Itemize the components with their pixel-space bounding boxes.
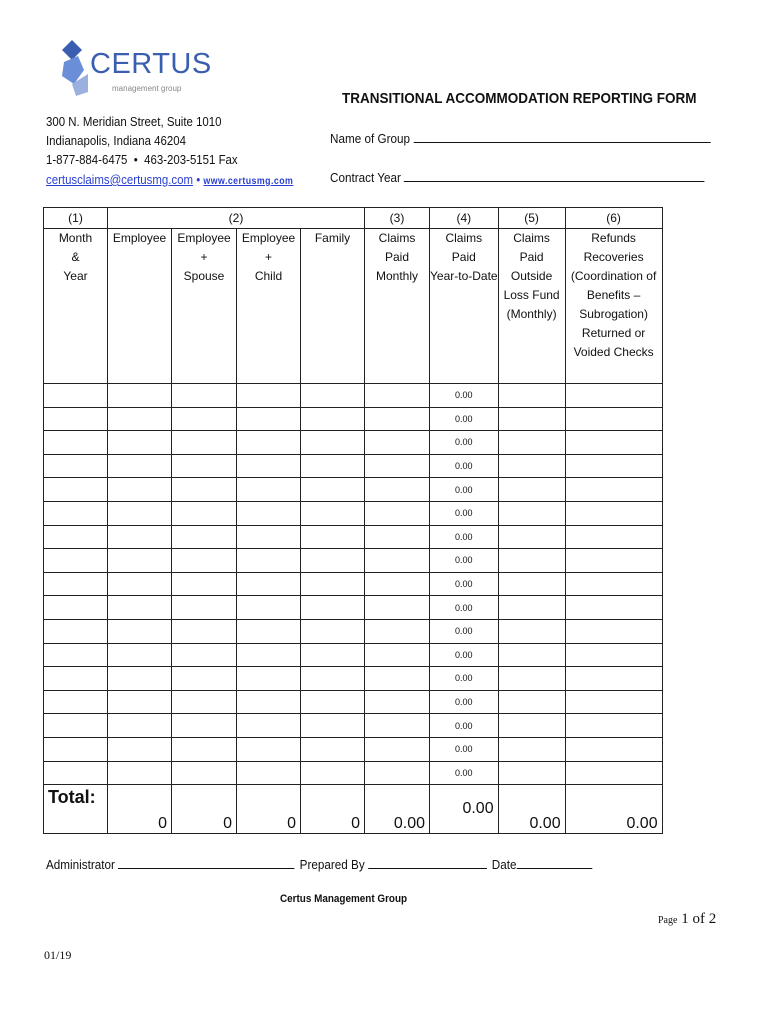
name-of-group-input[interactable] bbox=[413, 142, 710, 143]
name-of-group-field bbox=[330, 131, 710, 146]
cell-refunds[interactable] bbox=[565, 549, 662, 573]
total-family[interactable]: 0 bbox=[301, 785, 365, 834]
table-row bbox=[44, 619, 663, 643]
cell-employee[interactable] bbox=[108, 761, 172, 785]
col-employee: Employee bbox=[108, 229, 172, 384]
cell-employee[interactable] bbox=[108, 596, 172, 620]
cell-ytd[interactable]: 0.00 bbox=[430, 549, 499, 573]
cell-employee[interactable] bbox=[108, 478, 172, 502]
group-header-row bbox=[44, 208, 663, 229]
fax-number: 463-203-5151 Fax bbox=[144, 152, 238, 167]
cell-emp-child[interactable] bbox=[237, 737, 301, 761]
cell-ytd[interactable]: 0.00 bbox=[430, 454, 499, 478]
cell-emp-child[interactable] bbox=[237, 454, 301, 478]
cell-employee[interactable] bbox=[108, 525, 172, 549]
total-employee-child[interactable]: 0 bbox=[237, 785, 301, 834]
cell-outside[interactable] bbox=[498, 572, 565, 596]
cell-month[interactable] bbox=[44, 690, 108, 714]
cell-emp-spouse[interactable] bbox=[172, 714, 237, 738]
cell-emp-spouse[interactable] bbox=[172, 690, 237, 714]
administrator-input[interactable] bbox=[118, 868, 294, 869]
revision-code: 01/19 bbox=[44, 948, 72, 962]
cell-emp-child[interactable] bbox=[237, 384, 301, 408]
cell-month[interactable] bbox=[44, 431, 108, 455]
cell-outside[interactable] bbox=[498, 714, 565, 738]
address-city: Indianapolis, Indiana 46204 bbox=[46, 133, 186, 148]
cell-refunds[interactable] bbox=[565, 714, 662, 738]
cell-ytd[interactable]: 0.00 bbox=[430, 714, 499, 738]
table-row bbox=[44, 501, 663, 525]
total-employee-spouse[interactable]: 0 bbox=[172, 785, 237, 834]
cell-emp-child[interactable] bbox=[237, 525, 301, 549]
cell-paid-monthly[interactable] bbox=[365, 737, 430, 761]
col-refunds-recoveries: Refunds Recoveries (Coordination of Benefits – Subrogation) Returned or Voided Checks bbox=[565, 229, 662, 384]
cell-employee[interactable] bbox=[108, 549, 172, 573]
col-month-year: Month & Year bbox=[44, 229, 108, 384]
cell-emp-spouse[interactable] bbox=[172, 737, 237, 761]
page-number bbox=[658, 911, 716, 928]
cell-refunds[interactable] bbox=[565, 572, 662, 596]
cell-emp-child[interactable] bbox=[237, 478, 301, 502]
table-row bbox=[44, 384, 663, 408]
cell-month[interactable] bbox=[44, 572, 108, 596]
logo-tagline: management group bbox=[112, 84, 182, 93]
cell-month[interactable] bbox=[44, 761, 108, 785]
cell-family[interactable] bbox=[301, 384, 365, 408]
contract-year-input[interactable] bbox=[404, 181, 705, 182]
col-employee-child: Employee + Child bbox=[237, 229, 301, 384]
cell-month[interactable] bbox=[44, 407, 108, 431]
phone-number: 1-877-884-6475 bbox=[46, 152, 128, 167]
cell-outside[interactable] bbox=[498, 619, 565, 643]
total-claims-paid-ytd[interactable]: 0.00 bbox=[430, 785, 499, 834]
table-row bbox=[44, 454, 663, 478]
cell-emp-child[interactable] bbox=[237, 407, 301, 431]
cell-ytd[interactable]: 0.00 bbox=[430, 525, 499, 549]
cell-outside[interactable] bbox=[498, 667, 565, 691]
cell-family[interactable] bbox=[301, 431, 365, 455]
cell-ytd[interactable]: 0.00 bbox=[430, 384, 499, 408]
cell-outside[interactable] bbox=[498, 501, 565, 525]
cell-employee[interactable] bbox=[108, 619, 172, 643]
cell-refunds[interactable] bbox=[565, 643, 662, 667]
cell-paid-monthly[interactable] bbox=[365, 714, 430, 738]
cell-employee[interactable] bbox=[108, 714, 172, 738]
table-row bbox=[44, 714, 663, 738]
cell-family[interactable] bbox=[301, 737, 365, 761]
cell-emp-child[interactable] bbox=[237, 572, 301, 596]
cell-refunds[interactable] bbox=[565, 690, 662, 714]
cell-outside[interactable] bbox=[498, 431, 565, 455]
cell-family[interactable] bbox=[301, 572, 365, 596]
cell-ytd[interactable]: 0.00 bbox=[430, 690, 499, 714]
cell-employee[interactable] bbox=[108, 384, 172, 408]
cell-month[interactable] bbox=[44, 501, 108, 525]
cell-emp-spouse[interactable] bbox=[172, 501, 237, 525]
cell-refunds[interactable] bbox=[565, 431, 662, 455]
cell-family[interactable] bbox=[301, 407, 365, 431]
cell-month[interactable] bbox=[44, 643, 108, 667]
table-row bbox=[44, 407, 663, 431]
group-header-1: (1) bbox=[44, 208, 108, 229]
cell-paid-monthly[interactable] bbox=[365, 596, 430, 620]
prepared-by-label: Prepared By bbox=[299, 857, 365, 872]
cell-family[interactable] bbox=[301, 714, 365, 738]
cell-emp-spouse[interactable] bbox=[172, 431, 237, 455]
address-contact: certusclaims@certusmg.com • www.certusmg.com bbox=[46, 172, 294, 187]
table-row bbox=[44, 525, 663, 549]
data-rows bbox=[44, 384, 663, 785]
cell-employee[interactable] bbox=[108, 667, 172, 691]
cell-emp-child[interactable] bbox=[237, 667, 301, 691]
totals-label: Total: bbox=[44, 785, 108, 834]
cell-outside[interactable] bbox=[498, 643, 565, 667]
group-header-5: (5) bbox=[498, 208, 565, 229]
website-link[interactable]: www.certusmg.com bbox=[203, 176, 294, 187]
cell-ytd[interactable]: 0.00 bbox=[430, 407, 499, 431]
cell-refunds[interactable] bbox=[565, 407, 662, 431]
logo-name: CERTUS bbox=[90, 48, 212, 80]
cell-month[interactable] bbox=[44, 384, 108, 408]
table-row bbox=[44, 737, 663, 761]
cell-paid-monthly[interactable] bbox=[365, 643, 430, 667]
cell-month[interactable] bbox=[44, 478, 108, 502]
table-row bbox=[44, 667, 663, 691]
table-row bbox=[44, 478, 663, 502]
cell-paid-monthly[interactable] bbox=[365, 407, 430, 431]
cell-emp-child[interactable] bbox=[237, 761, 301, 785]
address-phones: 1-877-884-6475 • 463-203-5151 Fax bbox=[46, 152, 238, 167]
cell-ytd[interactable]: 0.00 bbox=[430, 431, 499, 455]
cell-employee[interactable] bbox=[108, 454, 172, 478]
total-employee[interactable]: 0 bbox=[108, 785, 172, 834]
cell-family[interactable] bbox=[301, 525, 365, 549]
cell-refunds[interactable] bbox=[565, 596, 662, 620]
cell-month[interactable] bbox=[44, 714, 108, 738]
col-claims-paid-monthly: Claims Paid Monthly bbox=[365, 229, 430, 384]
cell-paid-monthly[interactable] bbox=[365, 454, 430, 478]
cell-employee[interactable] bbox=[108, 643, 172, 667]
cell-emp-child[interactable] bbox=[237, 501, 301, 525]
contract-year-field bbox=[330, 170, 705, 185]
name-of-group-label: Name of Group bbox=[330, 131, 410, 146]
table-row bbox=[44, 549, 663, 573]
cell-refunds[interactable] bbox=[565, 384, 662, 408]
cell-refunds[interactable] bbox=[565, 501, 662, 525]
cell-emp-child[interactable] bbox=[237, 549, 301, 573]
cell-month[interactable] bbox=[44, 619, 108, 643]
cell-refunds[interactable] bbox=[565, 525, 662, 549]
date-label: Date bbox=[491, 857, 517, 872]
cell-emp-spouse[interactable] bbox=[172, 525, 237, 549]
table-row bbox=[44, 643, 663, 667]
cell-emp-spouse[interactable] bbox=[172, 478, 237, 502]
signature-line bbox=[46, 857, 594, 872]
cell-refunds[interactable] bbox=[565, 667, 662, 691]
administrator-label: Administrator bbox=[46, 857, 115, 872]
cell-family[interactable] bbox=[301, 761, 365, 785]
cell-paid-monthly[interactable] bbox=[365, 549, 430, 573]
cell-ytd[interactable]: 0.00 bbox=[430, 572, 499, 596]
page-word: Page bbox=[658, 915, 678, 926]
cell-emp-spouse[interactable] bbox=[172, 454, 237, 478]
col-employee-spouse: Employee + Spouse bbox=[172, 229, 237, 384]
address-street: 300 N. Meridian Street, Suite 1010 bbox=[46, 114, 222, 129]
cell-outside[interactable] bbox=[498, 454, 565, 478]
cell-ytd[interactable]: 0.00 bbox=[430, 667, 499, 691]
cell-ytd[interactable]: 0.00 bbox=[430, 761, 499, 785]
cell-ytd[interactable]: 0.00 bbox=[430, 501, 499, 525]
cell-month[interactable] bbox=[44, 667, 108, 691]
cell-paid-monthly[interactable] bbox=[365, 667, 430, 691]
cell-emp-spouse[interactable] bbox=[172, 761, 237, 785]
page-of: 1 of 2 bbox=[681, 911, 717, 927]
cell-outside[interactable] bbox=[498, 737, 565, 761]
cell-emp-child[interactable] bbox=[237, 690, 301, 714]
cell-paid-monthly[interactable] bbox=[365, 690, 430, 714]
col-claims-paid-ytd: Claims Paid Year-to-Date bbox=[430, 229, 499, 384]
table-row bbox=[44, 596, 663, 620]
cell-employee[interactable] bbox=[108, 501, 172, 525]
cell-emp-child[interactable] bbox=[237, 643, 301, 667]
table-row bbox=[44, 572, 663, 596]
cell-family[interactable] bbox=[301, 643, 365, 667]
cell-outside[interactable] bbox=[498, 407, 565, 431]
table-row bbox=[44, 431, 663, 455]
cell-refunds[interactable] bbox=[565, 737, 662, 761]
cell-paid-monthly[interactable] bbox=[365, 384, 430, 408]
cell-outside[interactable] bbox=[498, 525, 565, 549]
cell-paid-monthly[interactable] bbox=[365, 572, 430, 596]
col-claims-outside-loss-fund: Claims Paid Outside Loss Fund (Monthly) bbox=[498, 229, 565, 384]
group-header-4: (4) bbox=[430, 208, 499, 229]
cell-emp-spouse[interactable] bbox=[172, 407, 237, 431]
cell-paid-monthly[interactable] bbox=[365, 525, 430, 549]
cell-family[interactable] bbox=[301, 478, 365, 502]
cell-outside[interactable] bbox=[498, 761, 565, 785]
cell-family[interactable] bbox=[301, 690, 365, 714]
company-name: Certus Management Group bbox=[280, 893, 408, 905]
cell-employee[interactable] bbox=[108, 737, 172, 761]
cell-family[interactable] bbox=[301, 619, 365, 643]
column-label-row bbox=[44, 229, 663, 384]
cell-employee[interactable] bbox=[108, 572, 172, 596]
form-title: TRANSITIONAL ACCOMMODATION REPORTING FORM bbox=[342, 90, 697, 107]
cell-emp-child[interactable] bbox=[237, 431, 301, 455]
cell-paid-monthly[interactable] bbox=[365, 478, 430, 502]
total-claims-paid-monthly[interactable]: 0.00 bbox=[365, 785, 430, 834]
cell-ytd[interactable]: 0.00 bbox=[430, 596, 499, 620]
cell-outside[interactable] bbox=[498, 690, 565, 714]
cell-emp-spouse[interactable] bbox=[172, 572, 237, 596]
cell-outside[interactable] bbox=[498, 549, 565, 573]
cell-paid-monthly[interactable] bbox=[365, 431, 430, 455]
cell-emp-spouse[interactable] bbox=[172, 596, 237, 620]
prepared-by-input[interactable] bbox=[368, 868, 487, 869]
cell-outside[interactable] bbox=[498, 596, 565, 620]
cell-family[interactable] bbox=[301, 549, 365, 573]
cell-family[interactable] bbox=[301, 501, 365, 525]
cell-ytd[interactable]: 0.00 bbox=[430, 737, 499, 761]
reporting-table bbox=[43, 207, 663, 834]
cell-family[interactable] bbox=[301, 596, 365, 620]
col-family: Family bbox=[301, 229, 365, 384]
cell-paid-monthly[interactable] bbox=[365, 619, 430, 643]
cell-ytd[interactable]: 0.00 bbox=[430, 619, 499, 643]
cell-ytd[interactable]: 0.00 bbox=[430, 478, 499, 502]
cell-month[interactable] bbox=[44, 737, 108, 761]
table-row bbox=[44, 690, 663, 714]
cell-emp-spouse[interactable] bbox=[172, 384, 237, 408]
cell-month[interactable] bbox=[44, 596, 108, 620]
cell-refunds[interactable] bbox=[565, 478, 662, 502]
totals-row bbox=[44, 785, 663, 834]
cell-employee[interactable] bbox=[108, 431, 172, 455]
cell-refunds[interactable] bbox=[565, 619, 662, 643]
cell-emp-spouse[interactable] bbox=[172, 619, 237, 643]
cell-family[interactable] bbox=[301, 667, 365, 691]
cell-emp-spouse[interactable] bbox=[172, 549, 237, 573]
email-link[interactable]: certusclaims@certusmg.com bbox=[46, 172, 194, 187]
cell-paid-monthly[interactable] bbox=[365, 501, 430, 525]
cell-emp-child[interactable] bbox=[237, 596, 301, 620]
group-header-3: (3) bbox=[365, 208, 430, 229]
cell-paid-monthly[interactable] bbox=[365, 761, 430, 785]
cell-refunds[interactable] bbox=[565, 454, 662, 478]
cell-refunds[interactable] bbox=[565, 761, 662, 785]
cell-outside[interactable] bbox=[498, 384, 565, 408]
cell-month[interactable] bbox=[44, 454, 108, 478]
cell-emp-spouse[interactable] bbox=[172, 667, 237, 691]
cell-emp-child[interactable] bbox=[237, 714, 301, 738]
cell-month[interactable] bbox=[44, 549, 108, 573]
cell-emp-spouse[interactable] bbox=[172, 643, 237, 667]
date-input[interactable] bbox=[517, 868, 593, 869]
cell-outside[interactable] bbox=[498, 478, 565, 502]
cell-employee[interactable] bbox=[108, 690, 172, 714]
table-row bbox=[44, 761, 663, 785]
total-claims-outside[interactable]: 0.00 bbox=[498, 785, 565, 834]
cell-month[interactable] bbox=[44, 525, 108, 549]
contract-year-label: Contract Year bbox=[330, 170, 401, 185]
group-header-2: (2) bbox=[108, 208, 365, 229]
cell-emp-child[interactable] bbox=[237, 619, 301, 643]
cell-ytd[interactable]: 0.00 bbox=[430, 643, 499, 667]
cell-family[interactable] bbox=[301, 454, 365, 478]
cell-employee[interactable] bbox=[108, 407, 172, 431]
group-header-6: (6) bbox=[565, 208, 662, 229]
total-refunds[interactable]: 0.00 bbox=[565, 785, 662, 834]
